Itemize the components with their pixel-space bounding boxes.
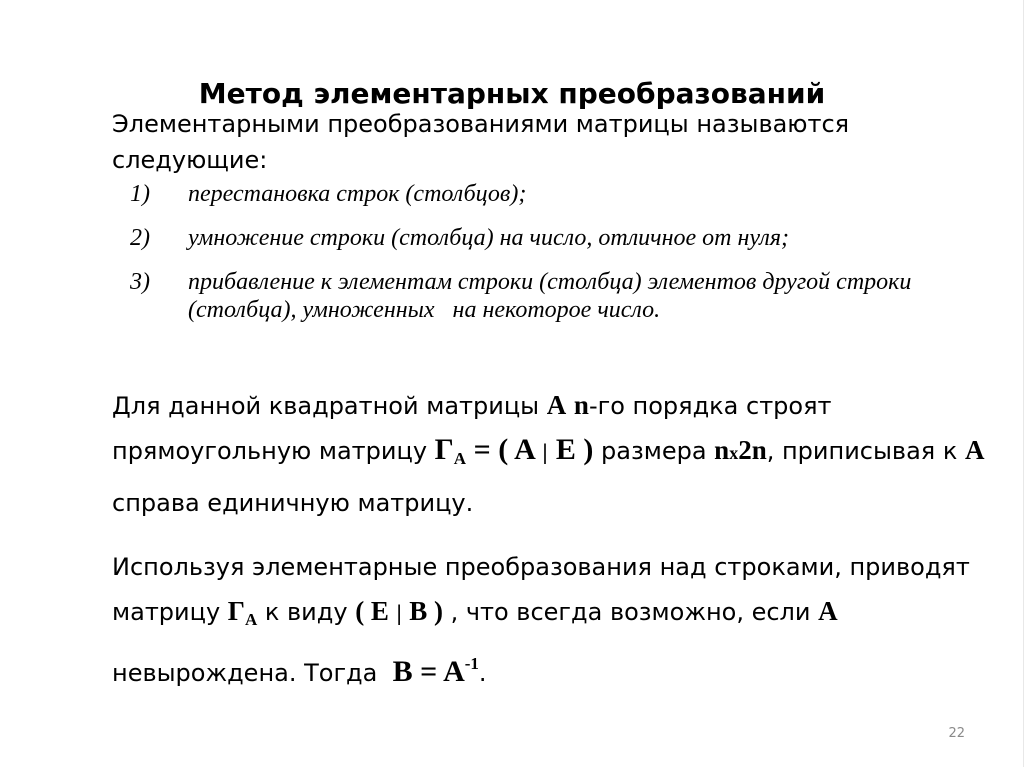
list-item-text: прибавление к элементам строки (столбца) элементов другой строки (столбца), умноженных на некоторое число.: [188, 269, 918, 323]
list-item-number: 2): [130, 225, 150, 251]
inverse-formula: $B = A^{-1}$: [392, 654, 479, 688]
list-item-number: 3): [130, 269, 150, 295]
matrix-gamma-symbol-2: $Г_A$: [227, 596, 258, 629]
p1-text-4: , приписывая к: [766, 437, 965, 465]
intro-text: Элементарными преобразованиями матрицы называются следующие:: [112, 110, 850, 174]
target-form-formula: ( E | B ): [355, 596, 443, 626]
list-item-number: 1): [130, 181, 150, 207]
matrix-gamma-symbol: $Г_A$: [434, 433, 467, 468]
p1-text-1: Для данной квадратной матрицы: [112, 392, 547, 420]
slide-title: Метод элементарных преобразований: [198, 77, 826, 110]
list-item-text: перестановка строк (столбцов);: [188, 181, 527, 207]
p2-text-1: Используя элементарные преобразования над строками, приводят матрицу: [112, 553, 970, 626]
p2-text-3: , что всегда возможно, если: [442, 598, 819, 626]
list-item: [130, 180, 990, 208]
augmented-formula: = ( A | E ): [473, 433, 594, 466]
list-item-text: умножение строки (столбца) на число, отличное от нуля;: [188, 225, 790, 251]
p2-text-4: невырождена. Тогда: [112, 598, 846, 687]
list-item: [130, 224, 990, 252]
p2-text-2: к виду: [257, 598, 356, 626]
p1-text-3: размера: [593, 437, 715, 465]
paragraph-inverse: [112, 545, 1007, 695]
order-n-symbol: n: [573, 390, 589, 420]
paragraph-augmented-matrix: [112, 383, 1007, 525]
transformations-list: [130, 180, 990, 340]
size-formula: nx2n: [714, 435, 767, 465]
p1-text-2: -го порядка строят прямоугольную матрицу: [112, 392, 832, 465]
p2-text-5: .: [478, 659, 487, 687]
p1-text-5: справа единичную матрицу.: [112, 489, 474, 517]
page-number: 22: [948, 726, 965, 741]
matrix-a-symbol-3: A: [818, 596, 838, 626]
matrix-a-symbol-2: A: [964, 435, 985, 465]
matrix-a-symbol: A: [546, 390, 567, 420]
list-item: [130, 268, 990, 324]
